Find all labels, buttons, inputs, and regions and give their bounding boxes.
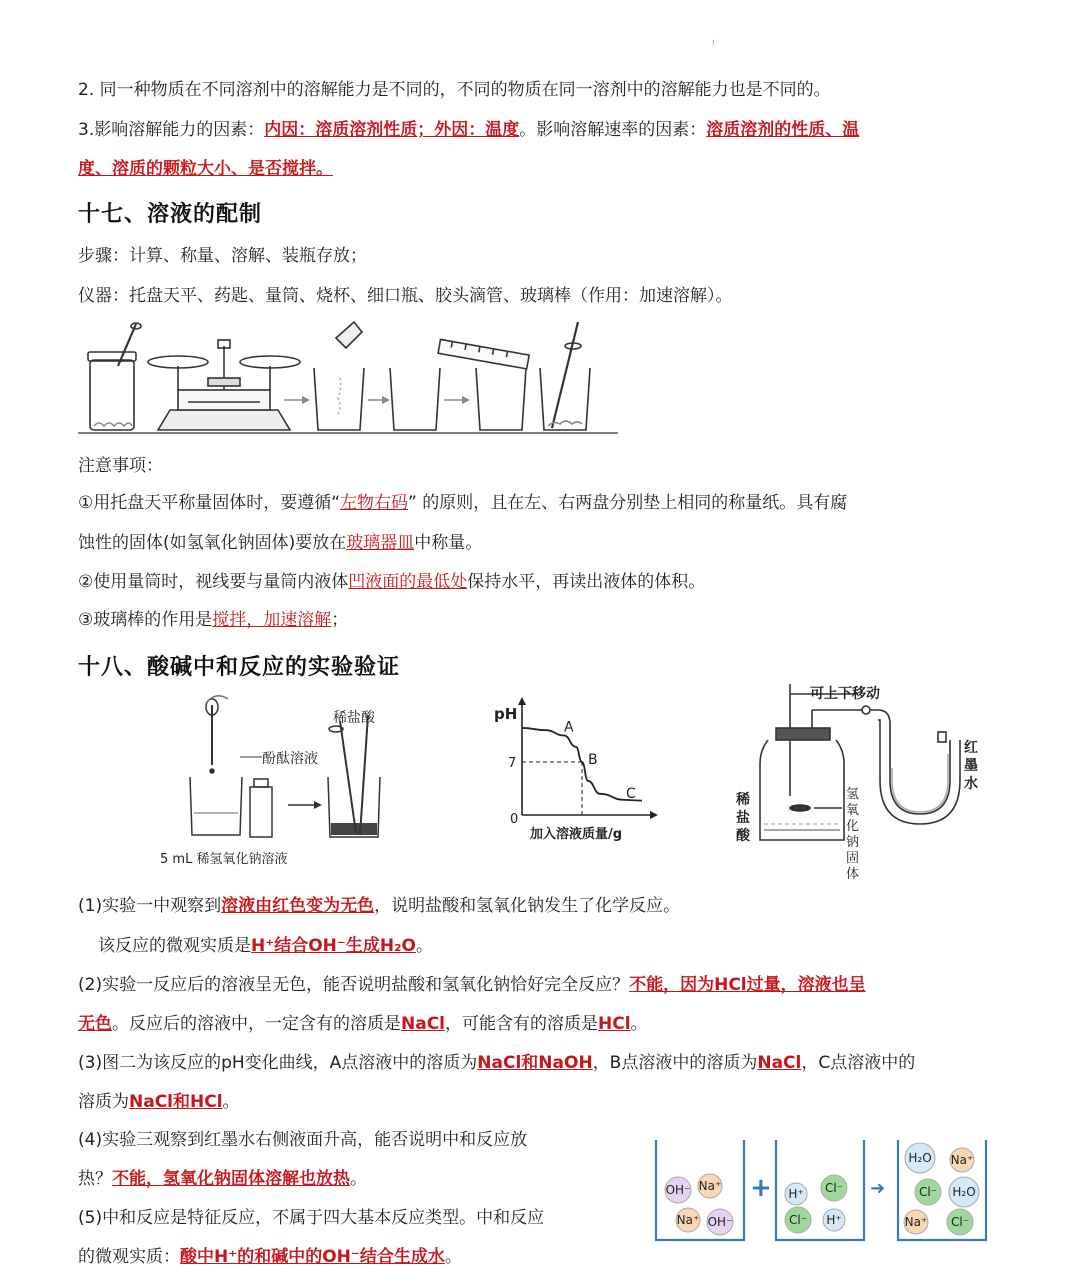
q3-text-3: ，C点溶液中的 (801, 1053, 916, 1073)
q1-text-2: ，说明盐酸和氢氧化钠发生了化学反应。 (374, 896, 681, 916)
note-2-answer: 凹液面的最低处 (348, 572, 468, 592)
beaker-3 (476, 368, 526, 430)
point-label-b: B (588, 752, 598, 768)
experiment-1-figure (150, 695, 400, 875)
experiment-3-figure (728, 680, 988, 882)
question-1 (78, 895, 680, 917)
question-5-cont (78, 1246, 462, 1268)
q5b-answer: 酸中H⁺的和碱中的OH⁻结合生成水 (180, 1247, 445, 1267)
q2b-answer-2: NaCl (401, 1014, 446, 1034)
q2-text: (2)实验一反应后的溶液呈无色，能否说明盐酸和氢氧化钠恰好完全反应？ (78, 975, 630, 995)
steps-line: 步骤：计算、称量、溶解、装瓶存放； (78, 246, 367, 266)
para-3-cont (78, 158, 333, 180)
acid-label: 稀盐酸 (333, 710, 375, 726)
note-2-text-2: 保持水平，再读出液体的体积。 (467, 572, 706, 592)
note-2-text: ②使用量筒时，视线要与量筒内液体 (78, 572, 349, 592)
q2b-answer: 无色 (78, 1014, 112, 1034)
q1b-answer: H⁺结合OH⁻生成H₂O (251, 936, 416, 956)
ink-label-vertical (964, 739, 978, 792)
graduated-cylinder (438, 339, 529, 368)
q4b-text-2: 。 (350, 1169, 367, 1189)
q4b-answer: 不能，氢氧化钠固体溶解也放热 (112, 1169, 350, 1189)
instruments-line: 仪器：托盘天平、药匙、量筒、烧杯、细口瓶、胶头滴管、玻璃棒（作用：加速溶解）。 (78, 286, 733, 306)
ion-cl-1-label: Cl⁻ (824, 1181, 844, 1195)
plus-sign: + (750, 1173, 772, 1203)
q2b-text: 。反应后的溶液中，一定含有的溶质是 (112, 1014, 401, 1034)
note-1-text-2: ” 的原则，且在左、右两盘分别垫上相同的称量纸。具有腐 (408, 493, 848, 513)
q2b-text-3: 。 (630, 1014, 648, 1034)
u-tube (878, 710, 950, 814)
note-3-text: ③玻璃棒的作用是 (78, 610, 213, 630)
y-axis-arrow (518, 697, 526, 705)
q3b-text: 溶质为 (78, 1092, 129, 1112)
question-2-cont (78, 1013, 648, 1035)
notes-title: 注意事项： (78, 456, 163, 476)
ion-na-1-label: Na⁺ (698, 1179, 722, 1193)
ion-na-4-label: Na⁺ (904, 1215, 928, 1229)
note-1-answer: 左物右码 (340, 493, 409, 513)
y-tick-7: 7 (508, 756, 517, 771)
question-4: (4)实验三观察到红墨水右侧液面升高，能否说明中和反应放 (78, 1130, 528, 1150)
glass-rod (552, 322, 578, 428)
question-5: (5)中和反应是特征反应，不属于四大基本反应类型。中和反应 (78, 1208, 545, 1228)
q1b-text: 该反应的微观实质是 (98, 936, 251, 956)
beaker-2 (390, 368, 440, 430)
ion-cl-3-label: Cl⁻ (918, 1185, 938, 1199)
question-3-cont (78, 1091, 240, 1113)
molecule-h2o-1-label: H₂O (908, 1151, 932, 1165)
para-3 (78, 119, 859, 141)
point-label-a: A (564, 719, 574, 736)
q3b-text-2: 。 (222, 1092, 240, 1112)
movable-label: 可上下移动 (810, 686, 880, 702)
q1-answer: 溶液由红色变为无色 (221, 896, 375, 916)
svg-text:红墨水: 红墨水 (964, 740, 978, 792)
q4b-text: 热？ (78, 1169, 112, 1189)
ion-na-2-label: Na⁺ (676, 1213, 700, 1227)
question-3 (78, 1052, 915, 1074)
ph-curve-chart (490, 695, 660, 845)
phenolphthalein-bottle (250, 787, 272, 837)
svg-text:稀盐酸: 稀盐酸 (736, 792, 750, 844)
para-3-text-2: 。影响溶解速率的因素： (519, 120, 707, 140)
origin-label: 0 (510, 812, 519, 827)
note-1-text-4: 中称量。 (414, 533, 483, 553)
q3-text: (3)图二为该反应的pH变化曲线，A点溶液中的溶质为 (78, 1053, 478, 1073)
ion-cl-2-label: Cl⁻ (788, 1213, 808, 1227)
y-axis-label: pH (494, 705, 518, 723)
q2b-answer-3: HCl (598, 1014, 631, 1034)
ion-oh-2-label: OH⁻ (707, 1215, 733, 1229)
naoh-solid-label-vertical (846, 787, 859, 882)
weighing-paper (336, 322, 362, 348)
ion-h-1-label: H⁺ (788, 1187, 804, 1201)
q3-text-2: ，B点溶液中的溶质为 (592, 1053, 758, 1073)
question-2 (78, 974, 866, 996)
note-1 (78, 492, 847, 514)
q5b-text-2: 。 (444, 1247, 462, 1267)
ion-h-2-label: H⁺ (826, 1213, 842, 1227)
note-1-text: ①用托盘天平称量固体时，要遵循“ (78, 493, 341, 513)
point-label-c: C (626, 785, 636, 802)
note-3 (78, 609, 348, 631)
ion-cl-4-label: Cl⁻ (950, 1215, 970, 1229)
naoh-caption: 5 mL 稀氢氧化钠溶液 (160, 852, 288, 867)
question-4-cont (78, 1168, 367, 1190)
flask (760, 740, 844, 840)
para-3-answer-1: 内因：溶质溶剂性质；外因：温度 (264, 120, 520, 140)
ion-oh-1-label: OH⁻ (665, 1183, 691, 1197)
acid-label-vertical (735, 791, 751, 844)
acid-dropper (360, 715, 368, 835)
para-3-answer-2-cont: 度、溶质的颗粒大小、是否搅拌。 (78, 159, 333, 179)
q3-answer: NaCl和NaOH (477, 1053, 593, 1073)
para-2: 2. 同一种物质在不同溶剂中的溶解能力是不同的，不同的物质在同一溶剂中的溶解能力也是不同的。 (78, 80, 831, 100)
note-3-text-2: ； (331, 610, 349, 630)
beaker-naoh (190, 777, 242, 835)
reagent-jar (90, 360, 134, 430)
para-3-text: 3.影响溶解能力的因素： (78, 120, 265, 140)
note-2 (78, 571, 705, 593)
q1-text: (1)实验一中观察到 (78, 896, 222, 916)
q3-answer-2: NaCl (757, 1053, 802, 1073)
reaction-arrow: ➜ (870, 1178, 886, 1199)
q5b-text: 的微观实质： (78, 1247, 180, 1267)
tray-balance (148, 340, 300, 430)
x-axis-label: 加入溶液质量/g (530, 827, 623, 842)
x-axis-arrow (650, 811, 658, 819)
para-3-answer-2: 溶质溶剂的性质、温 (706, 120, 860, 140)
note-1-answer-2: 玻璃器皿 (346, 533, 415, 553)
glass-rod (340, 721, 356, 833)
solution-preparation-figure (78, 318, 618, 436)
note-1-text-3: 蚀性的固体(如氢氧化钠固体)要放在 (78, 533, 347, 553)
q3b-answer: NaCl和HCl (129, 1092, 223, 1112)
note-3-answer: 搅拌，加速溶解 (212, 610, 332, 630)
q2b-text-2: ，可能含有的溶质是 (445, 1014, 599, 1034)
ion-na-3-label: Na⁺ (950, 1153, 974, 1167)
top-mark: ı (712, 37, 715, 48)
svg-text:氢氧化钠固体: 氢氧化钠固体 (846, 787, 860, 882)
molecule-h2o-2-label: H₂O (952, 1185, 976, 1199)
q1b-text-2: 。 (415, 936, 433, 956)
ion-reaction-figure (650, 1136, 1000, 1246)
note-1-cont (78, 532, 482, 554)
indicator-label: 酚酞溶液 (262, 751, 318, 767)
question-1-cont (98, 935, 433, 957)
section-heading-17: 十七、溶液的配制 (78, 202, 263, 227)
section-heading-18: 十八、酸碱中和反应的实验验证 (78, 655, 401, 680)
q2-answer: 不能，因为HCl过量，溶液也呈 (629, 975, 866, 995)
